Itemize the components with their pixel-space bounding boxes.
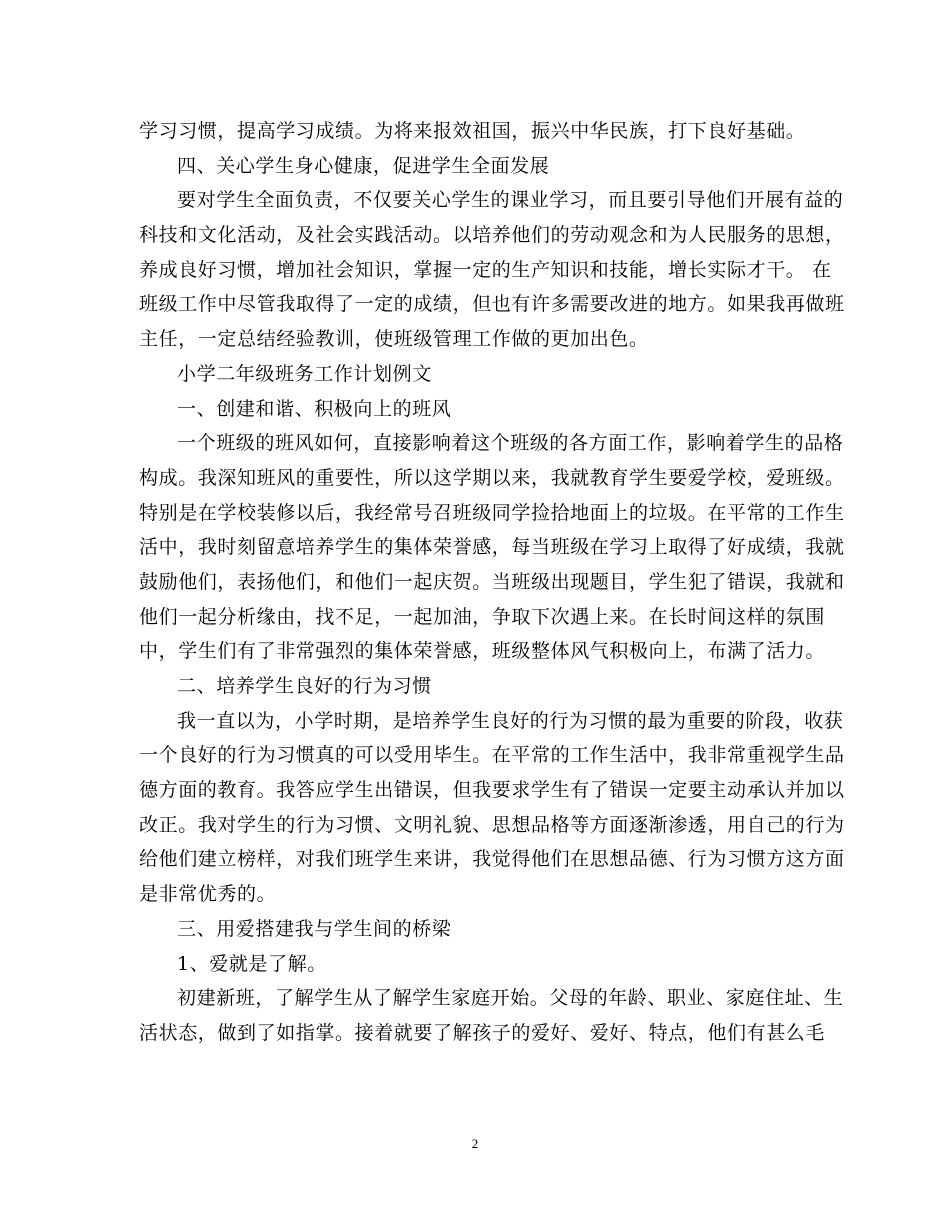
subsection-heading: 1、爱就是了解。 [177,952,327,975]
text-line: 中，学生们有了非常强烈的集体荣誉感，班级整体风气积极向上，布满了活力。 [139,640,826,663]
text-line: 鼓励他们，表扬他们，和他们一起庆贺。当班级出现题目，学生犯了错误，我就和 [139,570,845,593]
section-heading: 三、用爱搭建我与学生间的桥梁 [177,917,452,940]
text-line: 班级工作中尽管我取得了一定的成绩，但也有许多需要改进的地方。如果我再做班 [139,293,845,316]
document-title: 小学二年级班务工作计划例文 [177,362,432,385]
text-line: 构成。我深知班风的重要性，所以这学期以来，我就教育学生要爱学校，爱班级。 [139,466,845,489]
text-line: 德方面的教育。我答应学生出错误，但我要求学生有了错误一定要主动承认并加以 [139,779,845,802]
text-line: 改正。我对学生的行为习惯、文明礼貌、思想品格等方面逐渐渗透，用自己的行为 [139,813,845,836]
text-line: 他们一起分析缘由，找不足，一起加油，争取下次遇上来。在长时间这样的氛围 [139,605,826,628]
page-number: 2 [471,1136,479,1151]
text-line: 学习习惯，提高学习成绩。为将来报效祖国，振兴中华民族，打下良好基础。 [139,120,806,142]
text-line: 活状态，做到了如指掌。接着就要了解孩子的爱好、爱好、特点，他们有甚么毛 [139,1021,826,1044]
section-heading: 一、创建和谐、积极向上的班风 [177,397,452,420]
text-line: 我一直以为，小学时期，是培养学生良好的行为习惯的最为重要的阶段，收获 [177,709,844,732]
text-line: 科技和文化活动，及社会实践活动。以培养他们的劳动观念和为人民服务的思想， [139,224,845,247]
text-line: 给他们建立榜样，对我们班学生来讲，我觉得他们在思想品德、行为习惯方这方面 [139,848,845,871]
text-line: 是非常优秀的。 [139,883,277,906]
text-line: 一个班级的班风如何，直接影响着这个班级的各方面工作，影响着学生的品格 [177,432,844,455]
text-line: 活中，我时刻留意培养学生的集体荣誉感，每当班级在学习上取得了好成绩，我就 [139,536,845,559]
text-line: 养成良好习惯，增加社会知识，掌握一定的生产知识和技能，增长实际才干。 在 [139,258,832,281]
text-line: 特别是在学校装修以后，我经常号召班级同学捡拾地面上的垃圾。在平常的工作生 [139,501,845,524]
section-heading: 二、培养学生良好的行为习惯 [177,675,432,697]
text-line: 一个良好的行为习惯真的可以受用毕生。在平常的工作生活中，我非常重视学生品 [139,744,845,767]
text-line: 要对学生全面负责，不仅要关心学生的课业学习，而且要引导他们开展有益的 [177,189,844,212]
document-body [139,114,845,1051]
text-line: 初建新班，了解学生从了解学生家庭开始。父母的年龄、职业、家庭住址、生 [177,987,844,1010]
section-heading: 四、关心学生身心健康，促进学生全面发展 [177,154,550,177]
text-line: 主任，一定总结经验教训，使班级管理工作做的更加出色。 [139,328,649,351]
